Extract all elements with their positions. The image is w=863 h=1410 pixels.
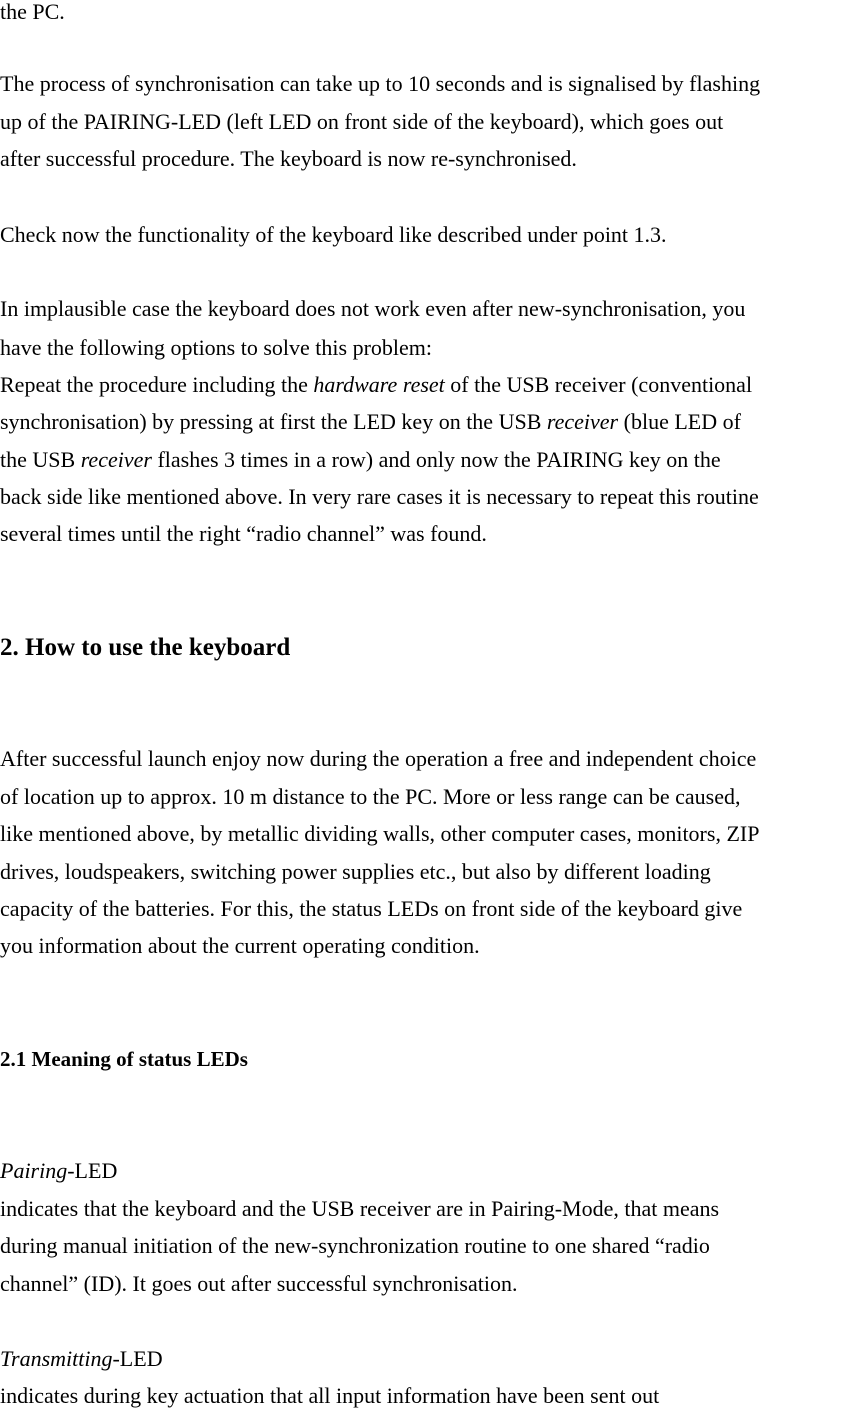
text-line: of location up to approx. 10 m distance to the PC. More or less range can be caused, — [0, 784, 741, 809]
text-line: capacity of the batteries. For this, the status LEDs on front side of the keyboard give — [0, 896, 743, 921]
text-run: flashes 3 times in a row) and only now the PAIRING key on the — [151, 447, 721, 472]
text-line: channel” (ID). It goes out after successful synchronisation. — [0, 1271, 518, 1296]
led-title-emphasis: Transmitting — [0, 1346, 113, 1371]
text-line: back side like mentioned above. In very rare cases it is necessary to repeat this routine — [0, 484, 759, 509]
text-line: up of the PAIRING-LED (left LED on front side of the keyboard), which goes out — [0, 109, 724, 134]
text-line: during manual initiation of the new-synchronization routine to one shared “radio — [0, 1233, 710, 1258]
led-title-suffix: -LED — [67, 1158, 118, 1183]
text-line: like mentioned above, by metallic dividing walls, other computer cases, monitors, ZIP — [0, 821, 760, 846]
text-run: the USB — [0, 447, 81, 472]
text-line: you information about the current operating condition. — [0, 933, 480, 958]
text-run: (blue LED of — [618, 409, 741, 434]
section-heading: 2. How to use the keyboard — [0, 634, 291, 661]
text-line: After successful launch enjoy now during the operation a free and independent choice — [0, 746, 757, 771]
text-run: synchronisation) by pressing at first the LED key on the USB — [0, 409, 547, 434]
led-title-suffix: -LED — [112, 1346, 163, 1371]
text-line: The process of synchronisation can take up to 10 seconds and is signalised by flashing — [0, 71, 761, 96]
text-line: have the following options to solve this problem: — [0, 335, 433, 360]
text-line — [0, 372, 752, 398]
text-run: Repeat the procedure including the — [0, 372, 314, 397]
continued-line: the PC. — [0, 0, 65, 24]
text-run: of the USB receiver (conventional — [444, 372, 753, 397]
text-line — [0, 409, 741, 435]
led-title — [0, 1346, 163, 1372]
text-line: indicates that the keyboard and the USB receiver are in Pairing-Mode, that means — [0, 1196, 720, 1221]
text-line: drives, loudspeakers, switching power supplies etc., but also by different loading — [0, 859, 711, 884]
emphasis-receiver: receiver — [546, 409, 619, 434]
text-line: In implausible case the keyboard does not work even after new-synchronisation, you — [0, 296, 746, 321]
check-paragraph: Check now the functionality of the keyboard like described under point 1.3. — [0, 222, 667, 247]
text-line: several times until the right “radio channel” was found. — [0, 521, 487, 546]
emphasis-receiver: receiver — [80, 447, 152, 472]
led-title — [0, 1158, 117, 1184]
subsection-heading: 2.1 Meaning of status LEDs — [0, 1047, 248, 1071]
text-line: after successful procedure. The keyboard is now re-synchronised. — [0, 146, 577, 171]
text-line — [0, 447, 721, 473]
led-title-emphasis: Pairing — [0, 1158, 68, 1183]
text-line: indicates during key actuation that all input information have been sent out — [0, 1383, 660, 1408]
emphasis-hardware-reset: hardware reset — [313, 372, 445, 397]
